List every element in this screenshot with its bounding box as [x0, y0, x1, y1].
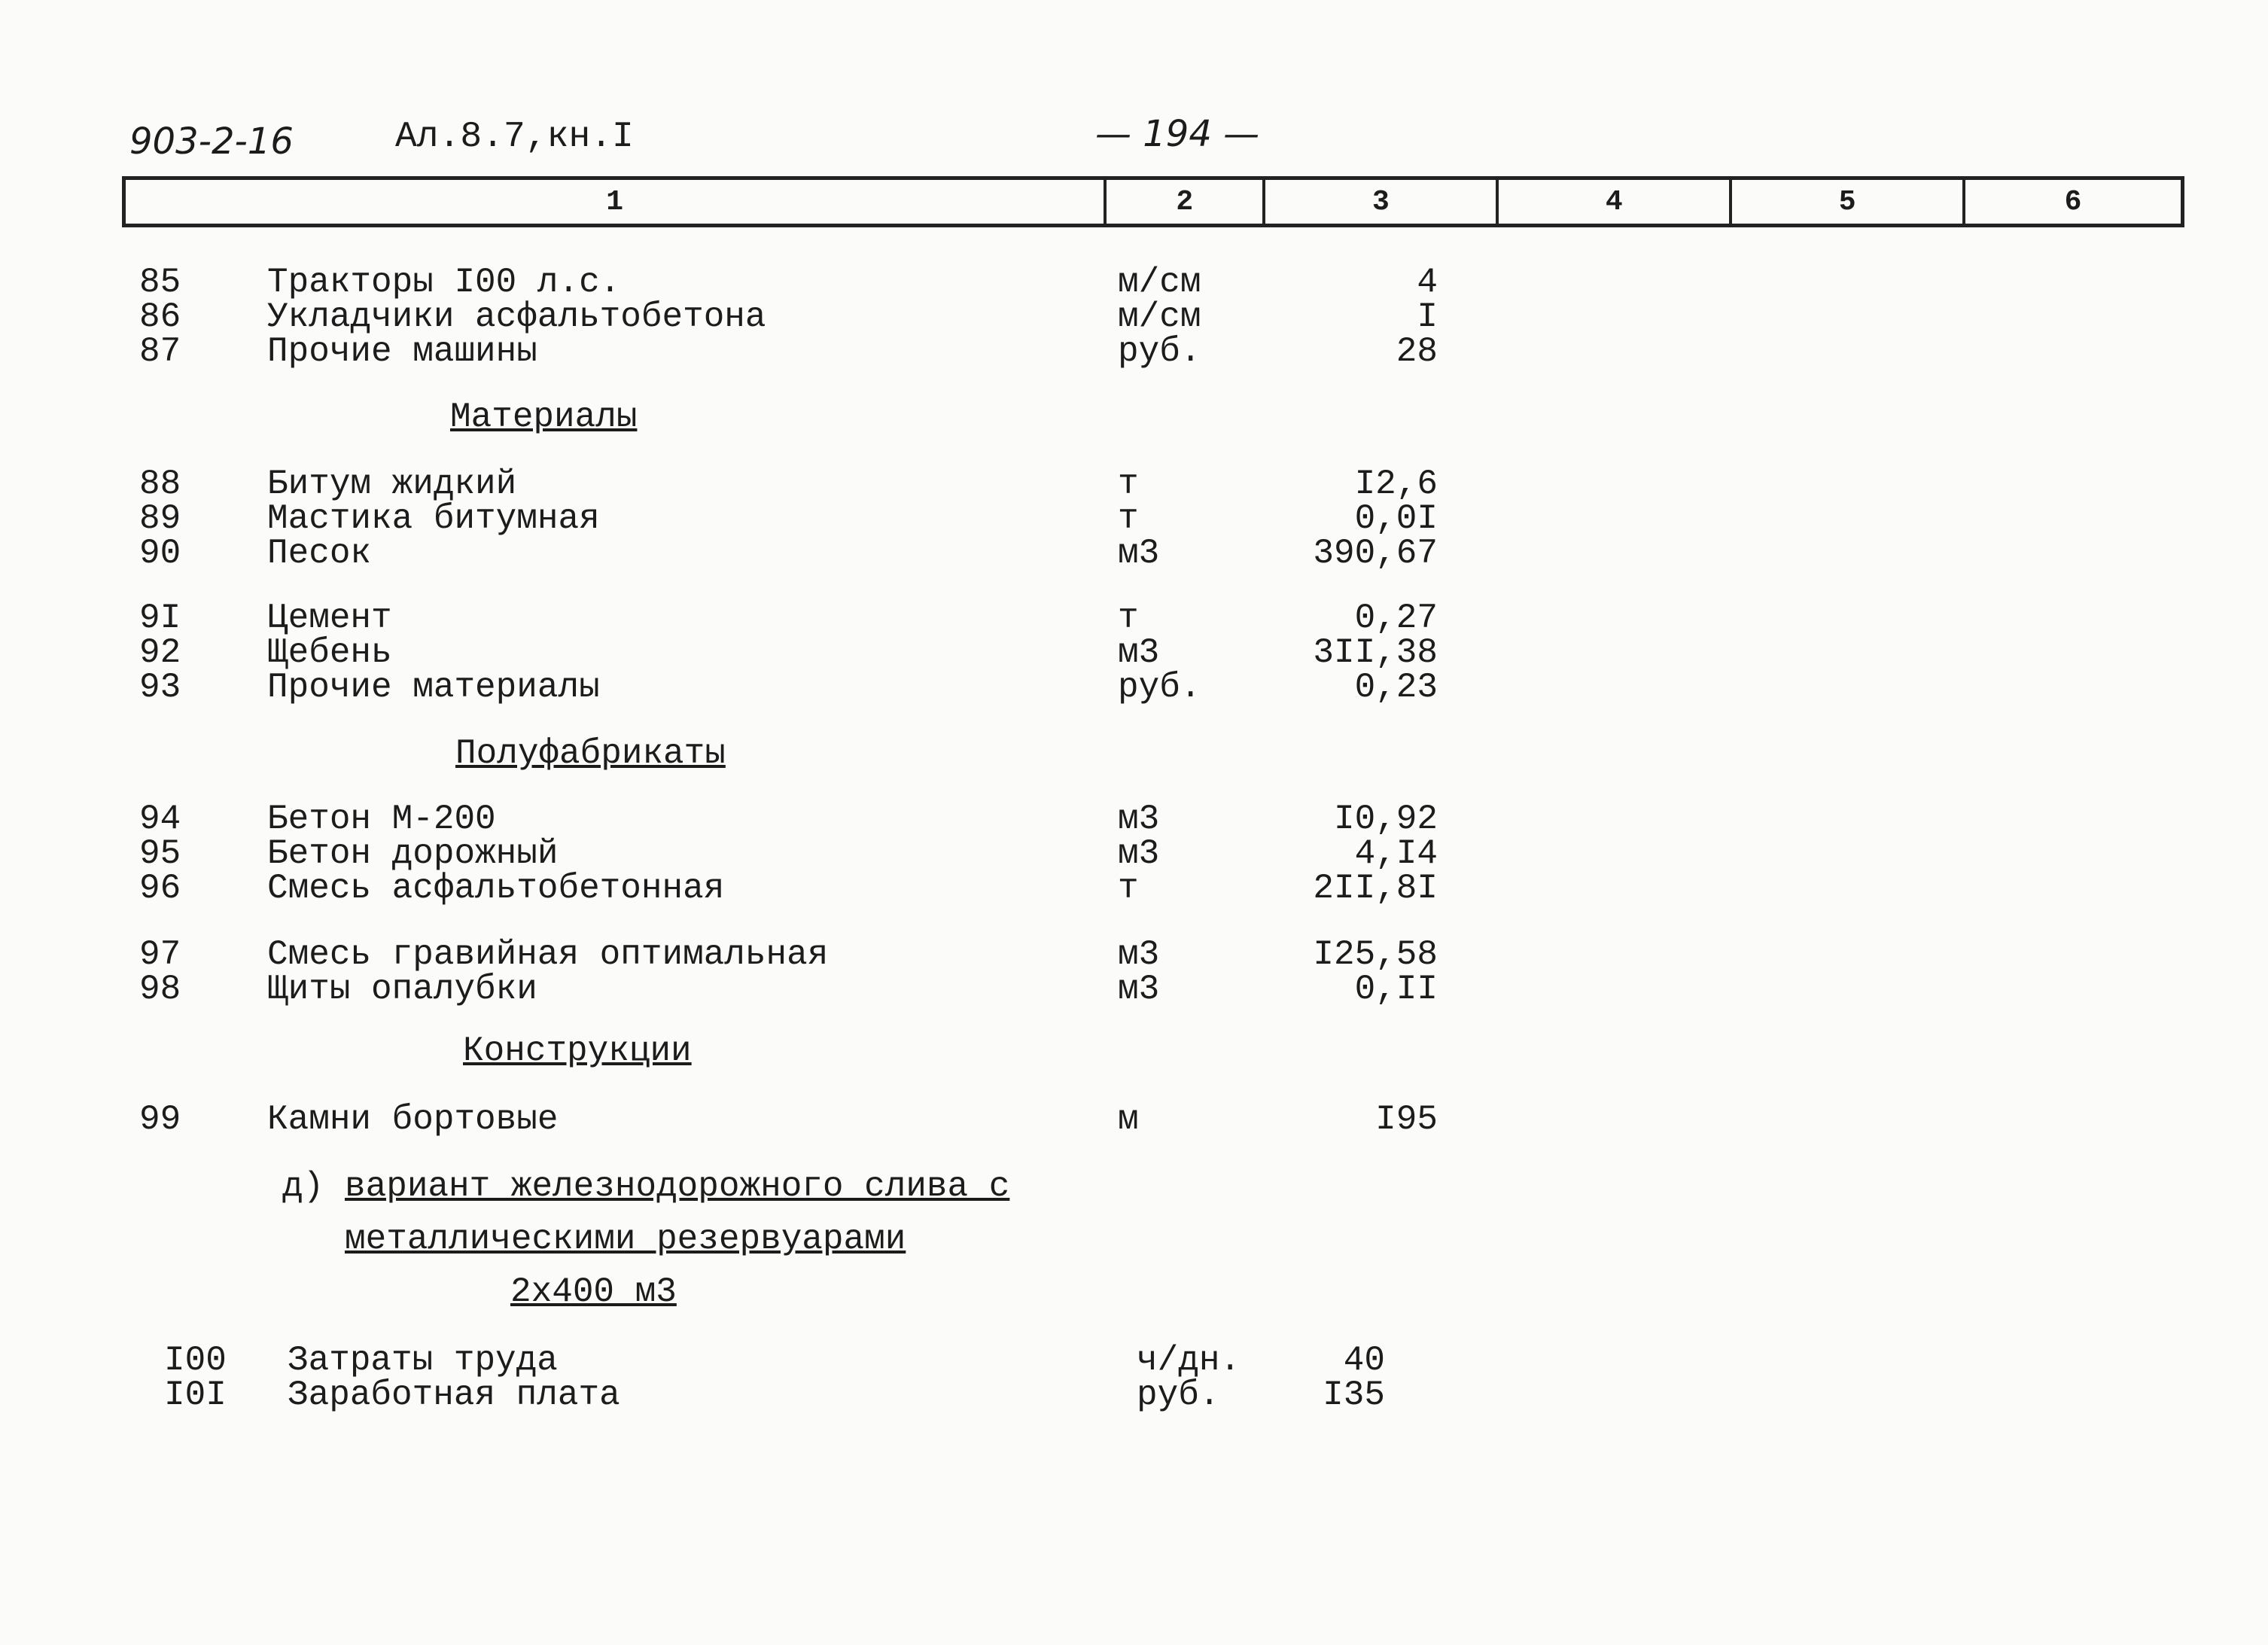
album-reference: Ал.8.7,кн.I	[395, 117, 634, 157]
row-number: 99	[139, 1100, 181, 1139]
row-quantity: I2,6	[1354, 465, 1438, 504]
row-number: 95	[139, 834, 181, 873]
row-name: Бетон М-200	[267, 800, 496, 839]
section-heading-materials: Материалы	[450, 398, 638, 437]
row-quantity: 0,0I	[1354, 499, 1438, 538]
row-number: 96	[139, 869, 181, 908]
row-unit: т	[1118, 869, 1139, 908]
row-number: 87	[139, 332, 181, 371]
column-header-2: 2	[1107, 180, 1265, 224]
row-name: Смесь асфальтобетонная	[267, 869, 725, 908]
row-unit: т	[1118, 599, 1139, 638]
row-number: 88	[139, 465, 181, 504]
row-name: Песок	[267, 534, 372, 573]
row-number: 9I	[139, 599, 181, 638]
row-name: Камни бортовые	[267, 1100, 559, 1139]
row-unit: м3	[1118, 834, 1160, 873]
column-header-6: 6	[2064, 185, 2082, 218]
row-quantity: I35	[1323, 1375, 1385, 1415]
row-unit: м3	[1118, 970, 1160, 1009]
row-number: 98	[139, 970, 181, 1009]
column-header-4: 4	[1499, 180, 1732, 224]
row-unit: м3	[1118, 800, 1160, 839]
row-name: Прочие машины	[267, 332, 537, 371]
row-name: Заработная плата	[288, 1375, 620, 1415]
row-name: Бетон дорожный	[267, 834, 559, 873]
variant-title-line-3: 2х400 м3	[510, 1272, 677, 1311]
section-heading-constructions: Конструкции	[463, 1031, 692, 1071]
row-quantity: 4,I4	[1354, 834, 1438, 873]
row-number: 97	[139, 935, 181, 974]
row-unit: ч/дн.	[1137, 1341, 1241, 1380]
row-number: 86	[139, 297, 181, 337]
column-header-3: 3	[1265, 180, 1499, 224]
row-name: Битум жидкий	[267, 465, 517, 504]
row-name: Цемент	[267, 599, 392, 638]
row-number: 85	[139, 263, 181, 302]
row-unit: т	[1118, 499, 1139, 538]
page-number: — 194 —	[1095, 113, 1260, 155]
row-number: 89	[139, 499, 181, 538]
row-quantity: 0,II	[1354, 970, 1438, 1009]
row-number: 94	[139, 800, 181, 839]
row-quantity: 3II,38	[1313, 633, 1438, 672]
row-quantity: 4	[1417, 263, 1438, 302]
row-unit: м3	[1118, 534, 1160, 573]
row-unit: руб.	[1118, 668, 1201, 707]
row-unit: м3	[1118, 935, 1160, 974]
row-quantity: 0,27	[1354, 599, 1438, 638]
row-name: Щиты опалубки	[267, 970, 537, 1009]
document-code: 903-2-16	[129, 120, 294, 163]
row-quantity: 40	[1343, 1341, 1385, 1380]
row-unit: м	[1118, 1100, 1139, 1139]
variant-title-line-2: металлическими резервуарами	[345, 1220, 906, 1259]
row-name: Смесь гравийная оптимальная	[267, 935, 829, 974]
row-number: I00	[164, 1341, 227, 1380]
variant-marker: д)	[282, 1167, 324, 1206]
row-quantity: 28	[1396, 332, 1438, 371]
row-name: Прочие материалы	[267, 668, 600, 707]
row-quantity: 0,23	[1354, 668, 1438, 707]
row-name: Укладчики асфальтобетона	[267, 297, 766, 337]
row-name: Затраты труда	[288, 1341, 558, 1380]
row-name: Щебень	[267, 633, 392, 672]
row-name: Мастика битумная	[267, 499, 600, 538]
row-quantity: I	[1417, 297, 1438, 337]
row-number: 90	[139, 534, 181, 573]
row-name: Тракторы I00 л.с.	[267, 263, 621, 302]
row-quantity: 390,67	[1313, 534, 1438, 573]
row-quantity: I0,92	[1333, 800, 1438, 839]
row-quantity: 2II,8I	[1313, 869, 1438, 908]
row-unit: м/см	[1118, 297, 1201, 337]
row-number: 93	[139, 668, 181, 707]
row-unit: руб.	[1118, 332, 1201, 371]
row-unit: м/см	[1118, 263, 1201, 302]
column-header-1: 1	[126, 180, 1107, 224]
row-number: 92	[139, 633, 181, 672]
row-unit: т	[1118, 465, 1139, 504]
row-unit: м3	[1118, 633, 1160, 672]
section-heading-semifinished: Полуфабрикаты	[455, 734, 726, 773]
column-header-5: 5	[1732, 180, 1965, 224]
row-number: I0I	[164, 1375, 227, 1415]
column-header-row	[122, 176, 2184, 227]
variant-title-line-1: вариант железнодорожного слива с	[345, 1167, 1010, 1206]
row-quantity: I25,58	[1313, 935, 1438, 974]
row-quantity: I95	[1375, 1100, 1438, 1139]
row-unit: руб.	[1137, 1375, 1220, 1415]
